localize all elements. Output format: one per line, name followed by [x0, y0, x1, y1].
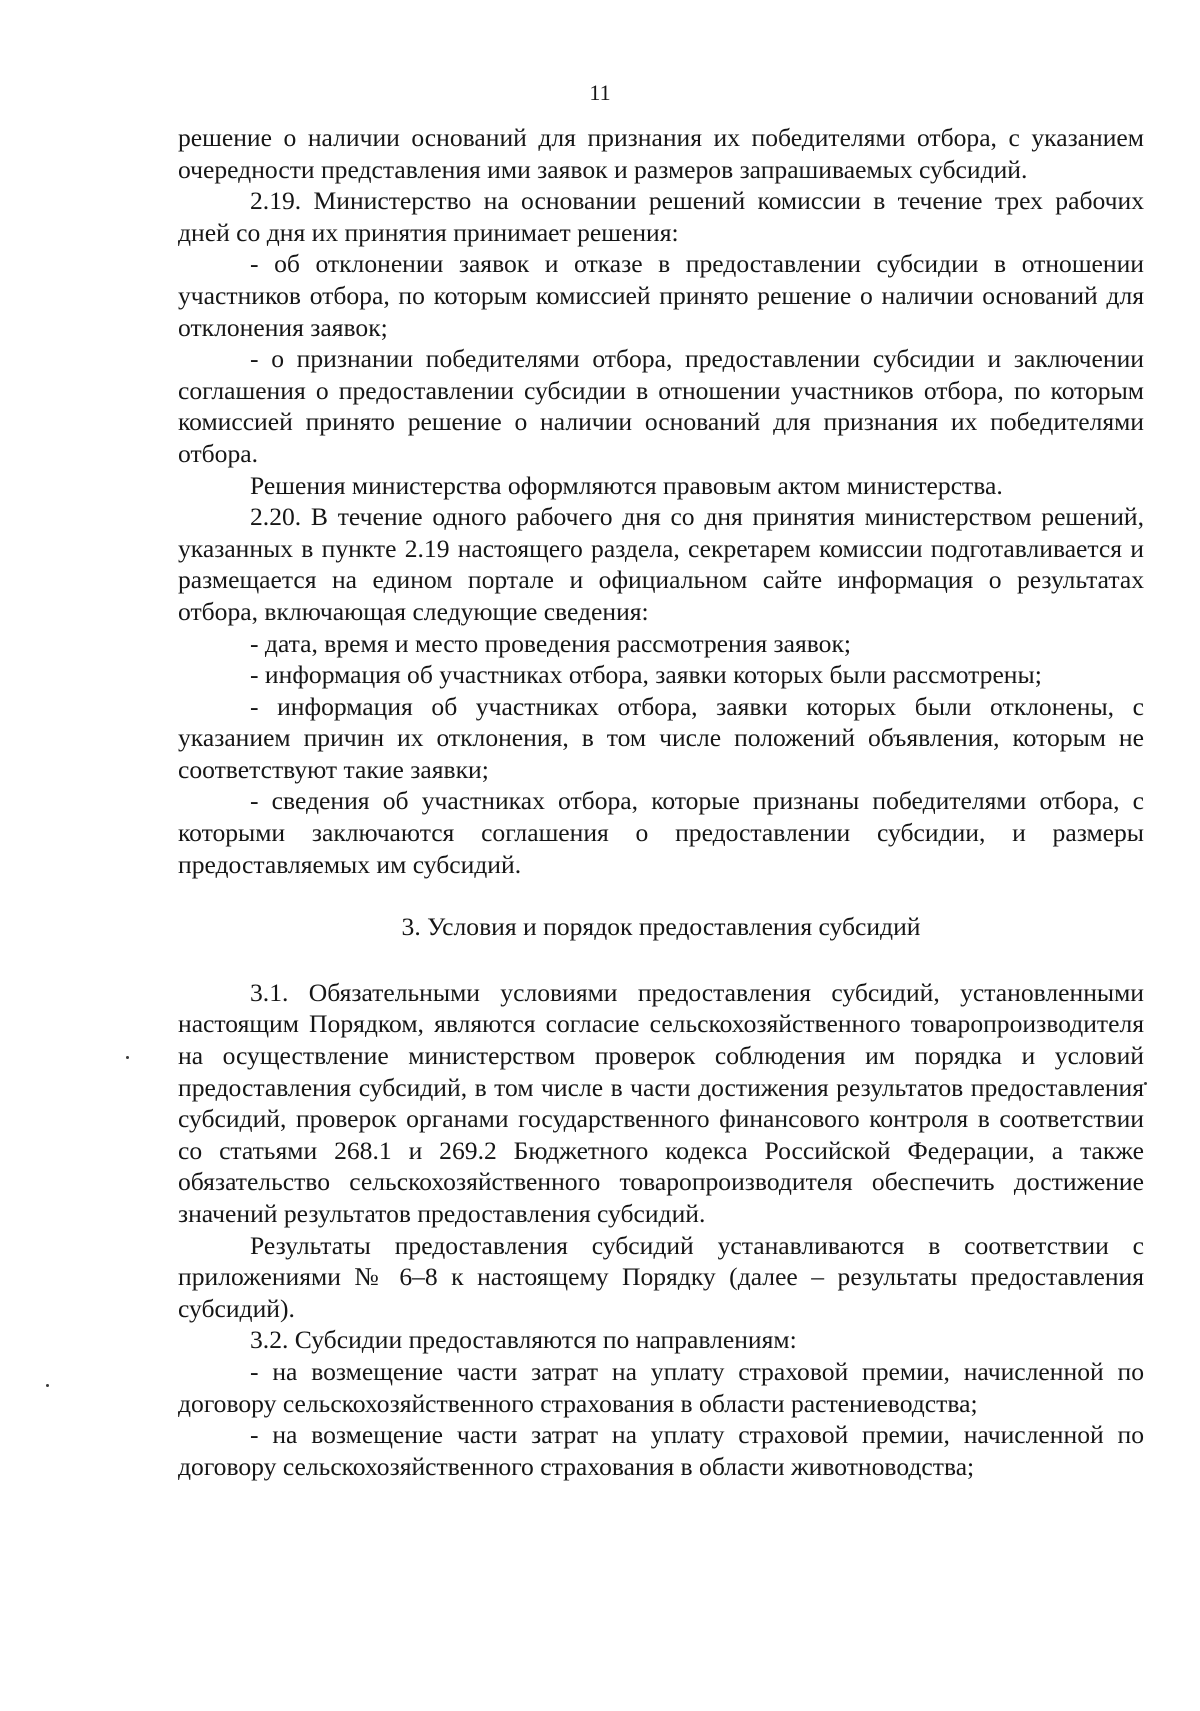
list-item-crop-insurance: - на возмещение части затрат на уплату страховой премии, начисленной по договору сельскохозяйственного страхования в области растениеводства;: [178, 1356, 1144, 1418]
list-item-date-time-place: - дата, время и место проведения рассмотрения заявок;: [250, 628, 852, 658]
list-item-reviewed-applications: - информация об участниках отбора, заявки которых были рассмотрены;: [250, 660, 1042, 690]
list-item-rejected-applications: - информация об участниках отбора, заявки которых были отклонены, с указанием причин их отклонения, в том числе положений объявления, которым не соответствуют такие заявки;: [178, 691, 1144, 784]
scan-speck: [1144, 1082, 1147, 1085]
section-heading: 3. Условия и порядок предоставления субсидий: [401, 912, 921, 942]
page-number: 11: [589, 80, 611, 105]
scan-speck: [46, 1384, 49, 1387]
paragraph-3-1: 3.1. Обязательными условиями предоставления субсидий, установленными настоящим Порядком, являются согласие сельскохозяйственного товаропроизводителя на осуществление министерством проверок соблюдения им порядка и условий предоставления субсидий, в том числе в части достижения результатов предоставления субсидий, проверок органами государственного финансового контроля в соответствии со статьями 268.1 и 269.2 Бюджетного кодекса Российской Федерации, а также обязательство сельскохозяйственного товаропроизводителя обеспечить достижение значений результатов предоставления субсидий.: [178, 977, 1144, 1228]
paragraph-ministry-decisions: Решения министерства оформляются правовым актом министерства.: [250, 470, 1003, 500]
paragraph-3-2: 3.2. Субсидии предоставляются по направлениям:: [250, 1325, 797, 1355]
document-body: [178, 122, 1144, 1482]
list-item-winners: - о признании победителями отбора, предоставлении субсидии и заключении соглашения о предоставлении субсидии в отношении участников отбора, по которым комиссией принято решение о наличии оснований для признания их победителями отбора.: [178, 344, 1144, 468]
scan-speck: [126, 1056, 129, 1059]
list-item-rejection: - об отклонении заявок и отказе в предоставлении субсидии в отношении участников отбора, по которым комиссией принято решение о наличии оснований для отклонения заявок;: [178, 249, 1144, 342]
list-item-winners-info: - сведения об участниках отбора, которые признаны победителями отбора, с которыми заключаются соглашения о предоставлении субсидии, и размеры предоставляемых им субсидий.: [178, 786, 1144, 879]
paragraph-continuation: решение о наличии оснований для признания их победителями отбора, с указанием очередности представления ими заявок и размеров запрашиваемых субсидий.: [178, 123, 1144, 184]
paragraph-2-20: 2.20. В течение одного рабочего дня со дня принятия министерством решений, указанных в пункте 2.19 настоящего раздела, секретарем комиссии подготавливается и размещается на едином портале и официальном сайте информация о результатах отбора, включающая следующие сведения:: [178, 502, 1144, 626]
paragraph-results: Результаты предоставления субсидий устанавливаются в соответствии с приложениями № 6–8 к настоящему Порядку (далее – результаты предоставления субсидий).: [178, 1230, 1144, 1323]
paragraph-2-19: 2.19. Министерство на основании решений комиссии в течение трех рабочих дней со дня их принятия принимает решения:: [178, 186, 1144, 247]
list-item-livestock-insurance: - на возмещение части затрат на уплату страховой премии, начисленной по договору сельскохозяйственного страхования в области животноводства;: [178, 1420, 1144, 1481]
